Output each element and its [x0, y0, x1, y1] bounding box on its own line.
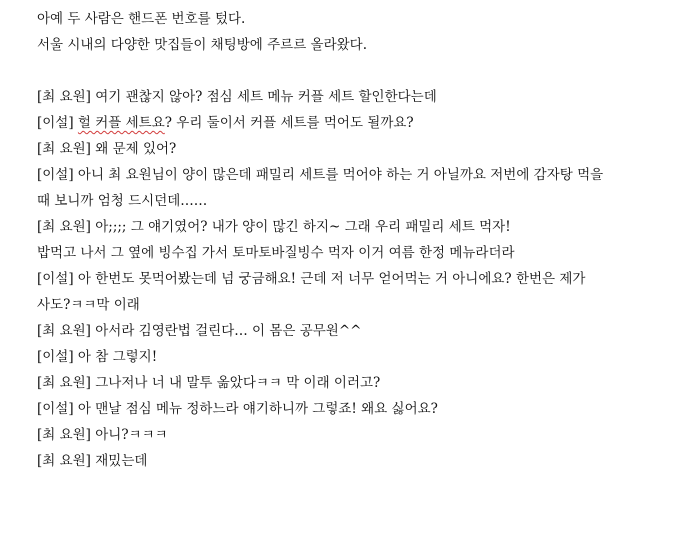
spellcheck-flagged-text[interactable]: 헐 커플 세트요 [77, 115, 165, 131]
dialogue-line-4b: 때 보니까 엄청 드시던데…… [37, 193, 208, 209]
dialogue-line-2-speaker: [이설] [37, 115, 78, 131]
intro-line-1: 아예 두 사람은 핸드폰 번호를 텄다. [37, 11, 246, 27]
document-body [37, 6, 667, 474]
dialogue-line-7b: 사도?ㅋㅋ막 이래 [37, 297, 140, 313]
dialogue-line-9: [이설] 아 참 그렇지! [37, 349, 158, 365]
dialogue-line-8: [최 요원] 아서라 김영란법 걸린다… 이 몸은 공무원^^ [37, 323, 362, 339]
dialogue-line-6: 밥먹고 나서 그 옆에 빙수집 가서 토마토바질빙수 먹자 이거 여름 한정 메뉴라더라 [37, 245, 515, 261]
dialogue-line-3: [최 요원] 왜 문제 있어? [37, 141, 177, 157]
dialogue-line-2-rest: ? 우리 둘이서 커플 세트를 먹어도 될까요? [164, 115, 414, 131]
intro-line-2: 서울 시내의 다양한 맛집들이 채팅방에 주르르 올라왔다. [37, 37, 367, 53]
blank-line [37, 58, 667, 84]
dialogue-line-2 [37, 110, 667, 136]
dialogue-line-5: [최 요원] 아;;;; 그 얘기였어? 내가 양이 많긴 하지~ 그래 우리 패밀리 세트 먹자! [37, 219, 511, 235]
dialogue-line-7a: [이설] 아 한번도 못먹어봤는데 넘 궁금해요! 근데 저 너무 얻어먹는 거 아니에요? 한번은 제가 [37, 271, 586, 287]
dialogue-line-11: [이설] 아 맨날 점심 메뉴 정하느라 얘기하니까 그렇죠! 왜요 싫어요? [37, 401, 438, 417]
dialogue-line-10: [최 요원] 그나저나 너 내 말투 옮았다ㅋㅋ 막 이래 이러고? [37, 375, 381, 391]
dialogue-line-1: [최 요원] 여기 괜찮지 않아? 점심 세트 메뉴 커플 세트 할인한다는데 [37, 89, 437, 105]
dialogue-line-4a: [이설] 아니 최 요원님이 양이 많은데 패밀리 세트를 먹어야 하는 거 아닐까요 저번에 감자탕 먹을 [37, 167, 604, 183]
dialogue-line-12: [최 요원] 아니?ㅋㅋㅋ [37, 427, 168, 443]
dialogue-line-13: [최 요원] 재밌는데 [37, 453, 148, 469]
